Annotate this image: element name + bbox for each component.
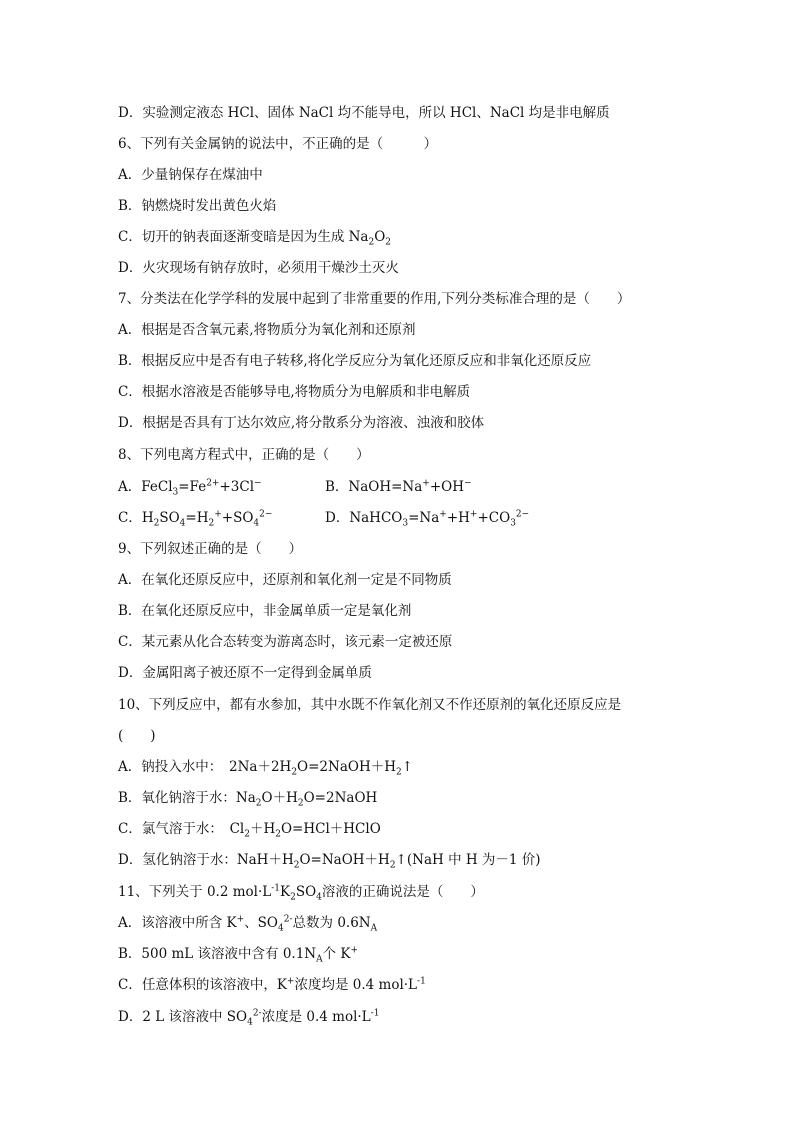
q10-paren-text: ( ) [118,728,156,744]
q9-stem-text: 9、下列叙述正确的是（ ） [118,541,303,557]
q10-option-d [118,851,541,869]
q8-d-4: +H [446,510,470,526]
q9-option-d-text: D．金属阳离子被还原不一定得到金属单质 [118,665,372,681]
q7-option-c [118,383,470,401]
q8-option-b [325,478,472,496]
q7-option-b-text: B．根据反应中是否有电子转移,将化学反应分为氧化还原反应和非氧化还原反应 [118,353,592,369]
q7-option-d-text: D．根据是否具有丁达尔效应,将分散系分为溶液、浊液和胶体 [118,415,485,431]
q8-d-9: 2− [515,509,530,520]
q8-d-1: 3 [402,518,409,529]
q8-option-d [325,509,529,527]
q10-b-0: B．氧化钠溶于水：Na [118,790,256,806]
q8-a-2: =Fe [178,479,207,495]
q10-d-4: ↑(NaH 中 H 为－1 价) [395,852,541,868]
q10-c-2: ＋H [249,821,276,837]
q8-c-4: =H [185,510,209,526]
q11-a-0: A．该溶液中所含 K [118,915,237,931]
q11-stem-0: 11、下列关于 0.2 mol·L [118,884,272,900]
q11-b-3: + [350,945,359,956]
q11-stem-6: 溶液的正确说法是（ ） [321,884,484,900]
q5-option-d [118,104,610,122]
q7-option-a-text: A．根据是否含氧元素,将物质分为氧化剂和还原剂 [118,322,416,338]
q10-stem-text: 10、下列反应中，都有水参加，其中水既不作氧化剂又不作还原剂的氧化还原反应是 [118,697,622,713]
q8-d-7: 3 [510,518,516,529]
q9-option-b-text: B．在氧化还原反应中，非金属单质一定是氧化剂 [118,603,412,619]
q9-option-d [118,664,372,682]
q10-option-a [118,758,413,776]
q8-option-a [118,478,262,496]
q10-c-3: 2 [275,829,281,840]
q10-d-1: 2 [293,860,300,871]
q11-stem-2: K [280,884,291,900]
q7-stem [118,290,630,308]
q9-option-b [118,602,411,620]
q10-d-2: O=NaOH＋H [299,852,390,868]
q6-option-a-text: A．少量钠保存在煤油中 [118,167,263,183]
q8-d-5: + [469,509,478,520]
q6-c-sub1: 2 [368,237,375,248]
q6-option-d [118,259,399,277]
q11-a-3: 4 [278,923,284,934]
q10-a-4: ↑ [401,759,414,775]
q11-a-1: + [236,914,245,925]
q11-option-b [118,945,358,963]
q10-a-1: 2 [291,767,298,778]
q11-stem-1: -1 [271,883,281,894]
q8-option-c [118,509,272,527]
q8-a-4: +3Cl [219,479,255,495]
q10-a-3: 2 [396,767,402,778]
q7-option-c-text: C．根据水溶液是否能够导电,将物质分为电解质和非电解质 [118,384,471,400]
q8-d-2: =Na [408,510,440,526]
q11-option-d [118,1008,379,1026]
q6-option-b [118,197,276,215]
q8-c-11: 2− [259,509,273,520]
q8-b-0: B．NaOH=Na [325,479,423,495]
q11-d-1: 4 [247,1017,253,1028]
q6-stem [118,135,437,153]
q8-c-2: SO [159,510,180,526]
q8-a-3: 2+ [206,478,220,489]
q6-c-sub2: 2 [385,237,392,248]
q11-a-7: A [370,923,378,934]
q7-option-b [118,352,591,370]
q7-option-d [118,414,484,432]
q6-stem-text: 6、下列有关金属钠的说法中，不正确的是（ ） [118,136,438,152]
q9-option-a-text: A．在氧化还原反应中，还原剂和氧化剂一定是不同物质 [118,572,452,588]
q11-option-c [118,976,426,994]
q8-c-5: 2 [208,518,215,529]
q8-a-1: 3 [172,487,179,498]
q10-answer-paren [118,727,156,745]
q10-d-0: D．氢化钠溶于水：NaH＋H [118,852,294,868]
q11-d-0: D．2 L 该溶液中 SO [118,1009,248,1025]
q6-c-pre: C．切开的钠表面逐渐变暗是因为生成 Na [118,229,369,245]
q10-c-4: O=HCl＋HClO [280,821,381,837]
q10-b-3: 2 [297,798,304,809]
q9-option-c [118,633,452,651]
q11-c-1: + [286,976,295,987]
q6-c-mid: O [374,229,386,245]
q8-c-8: +SO [221,510,254,526]
q11-b-1: A [316,954,323,965]
q11-b-0: B．500 mL 该溶液中含有 0.1N [118,946,317,962]
q7-option-a [118,321,416,339]
q11-d-5: -1 [370,1008,380,1019]
q8-c-3: 4 [179,518,186,529]
q11-stem-3: 2 [290,892,296,903]
q8-b-3: − [464,478,472,489]
q11-option-a [118,914,377,932]
q10-a-2: O=2NaOH＋H [297,759,396,775]
q8-c-7: + [214,509,222,520]
q10-d-3: 2 [389,860,396,871]
q11-a-5: 2- [283,914,293,925]
q11-b-2: 个 K [322,946,351,962]
q11-stem-4: SO [295,884,317,900]
q8-c-1: 2 [153,518,160,529]
q6-option-b-text: B．钠燃烧时发出黄色火焰 [118,198,277,214]
q10-b-4: O=2NaOH [303,790,378,806]
q8-a-5: − [254,478,262,489]
q11-c-0: C．任意体积的该溶液中，K [118,977,287,993]
q8-a-0: A．FeCl [118,479,173,495]
q10-stem [118,696,621,714]
q10-c-1: 2 [244,829,250,840]
q11-c-3: -1 [417,976,426,987]
q10-c-0: C．氯气溶于水： Cl [118,821,245,837]
q6-option-d-text: D．火灾现场有钠存放时，必须用干燥沙土灭火 [118,260,399,276]
q10-option-b [118,789,377,807]
q10-a-0: A．钠投入水中： 2Na＋2H [118,759,292,775]
q9-stem [118,540,302,558]
q8-b-2: +OH [429,479,464,495]
q8-stem [118,446,370,464]
q10-b-2: O＋H [261,790,298,806]
q8-c-0: C．H [118,510,154,526]
q10-option-c [118,820,381,838]
q11-a-6: 总数为 0.6N [292,915,371,931]
q11-c-2: 浓度均是 0.4 mol·L [294,977,418,993]
q11-stem [118,883,484,901]
q9-option-c-text: C．某元素从化合态转变为游离态时，该元素一定被还原 [118,634,453,650]
q8-c-9: 4 [253,518,260,529]
q6-option-a [118,166,263,184]
q8-d-0: D．NaHCO [325,510,403,526]
q8-d-3: + [439,509,447,520]
q11-a-2: 、SO [244,915,279,931]
q7-stem-text: 7、分类法在化学学科的发展中起到了非常重要的作用,下列分类标准合理的是（ ） [118,291,631,307]
q11-stem-5: 4 [316,892,322,903]
q8-stem-text: 8、下列电离方程式中，正确的是（ ） [118,447,370,463]
q6-option-c [118,228,391,246]
q8-b-1: + [422,478,430,489]
q11-d-4: 浓度是 0.4 mol·L [261,1009,371,1025]
q9-option-a [118,571,452,589]
q10-b-1: 2 [255,798,262,809]
q8-d-6: +CO [477,510,511,526]
q5-option-d-text: D．实验测定液态 HCl、固体 NaCl 均不能导电，所以 HCl、NaCl 均是非电解质 [118,105,610,121]
q11-d-3: 2- [252,1008,262,1019]
